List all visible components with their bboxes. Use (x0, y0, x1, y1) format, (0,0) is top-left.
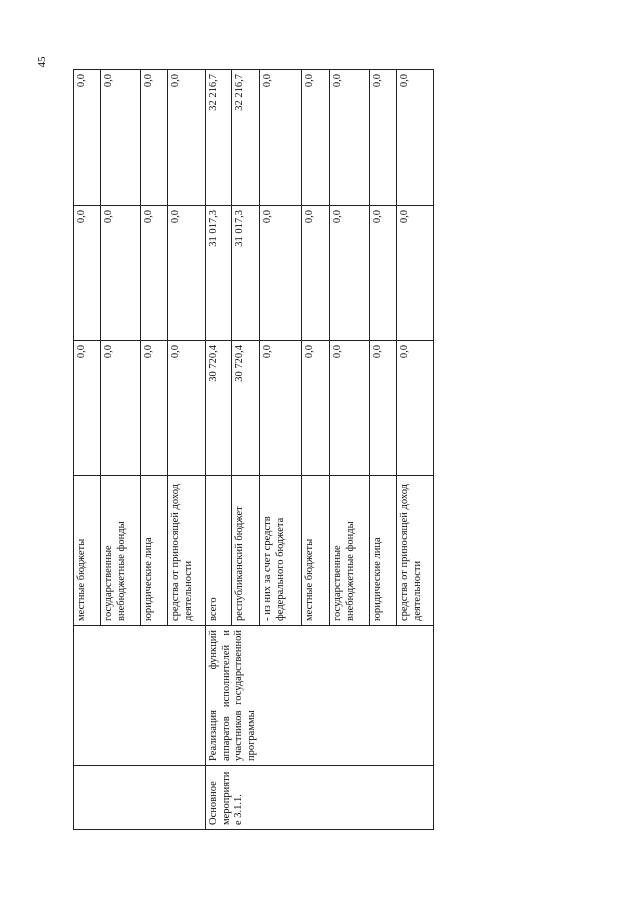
value-cell: 0,0 (141, 70, 168, 206)
value-cell: 30 720,4 (232, 341, 260, 476)
value-cell: 32 216,7 (232, 70, 260, 206)
source-cell: - из них за счет средств федерального бюджета (260, 476, 302, 626)
source-cell: юридические лица (370, 476, 397, 626)
value-cell: 0,0 (397, 70, 434, 206)
value-cell: 0,0 (168, 70, 206, 206)
value-cell: 31 017,3 (206, 206, 232, 341)
value-cell: 0,0 (302, 70, 330, 206)
value-cell: 0,0 (168, 341, 206, 476)
value-cell: 0,0 (260, 70, 302, 206)
value-cell: 0,0 (302, 206, 330, 341)
source-cell: местные бюджеты (302, 476, 330, 626)
value-cell: 0,0 (101, 341, 141, 476)
event-name-cell: Реализация функций аппаратов исполнителей и участников государственной программы (206, 626, 434, 766)
source-cell: государственные внебюджетные фонды (330, 476, 370, 626)
source-cell: юридические лица (141, 476, 168, 626)
source-cell: средства от приносящей доход деятельности (397, 476, 434, 626)
page-number: 45 (36, 56, 48, 68)
value-cell: 0,0 (141, 341, 168, 476)
table-row (74, 70, 101, 830)
value-cell: 0,0 (168, 206, 206, 341)
event-name-cell (74, 626, 206, 766)
value-cell: 0,0 (302, 341, 330, 476)
value-cell: 0,0 (370, 70, 397, 206)
value-cell: 0,0 (397, 206, 434, 341)
value-cell: 0,0 (370, 341, 397, 476)
value-cell: 0,0 (101, 206, 141, 341)
value-cell: 0,0 (330, 206, 370, 341)
value-cell: 0,0 (260, 206, 302, 341)
code-cell: Основное мероприятие 3.1.1. (206, 766, 434, 830)
value-cell: 0,0 (74, 206, 101, 341)
value-cell: 0,0 (330, 341, 370, 476)
funding-table (73, 69, 434, 830)
value-cell: 0,0 (260, 341, 302, 476)
value-cell: 0,0 (74, 70, 101, 206)
source-cell: всего (206, 476, 232, 626)
value-cell: 0,0 (397, 341, 434, 476)
value-cell: 0,0 (101, 70, 141, 206)
code-cell (74, 766, 206, 830)
source-cell: государственные внебюджетные фонды (101, 476, 141, 626)
value-cell: 0,0 (370, 206, 397, 341)
table-row (206, 70, 232, 830)
source-cell: средства от приносящей доход деятельности (168, 476, 206, 626)
value-cell: 0,0 (141, 206, 168, 341)
value-cell: 0,0 (74, 341, 101, 476)
rotated-table-container (73, 70, 433, 830)
source-cell: местные бюджеты (74, 476, 101, 626)
source-cell: республиканский бюджет (232, 476, 260, 626)
value-cell: 0,0 (330, 70, 370, 206)
value-cell: 32 216,7 (206, 70, 232, 206)
value-cell: 30 720,4 (206, 341, 232, 476)
value-cell: 31 017,3 (232, 206, 260, 341)
